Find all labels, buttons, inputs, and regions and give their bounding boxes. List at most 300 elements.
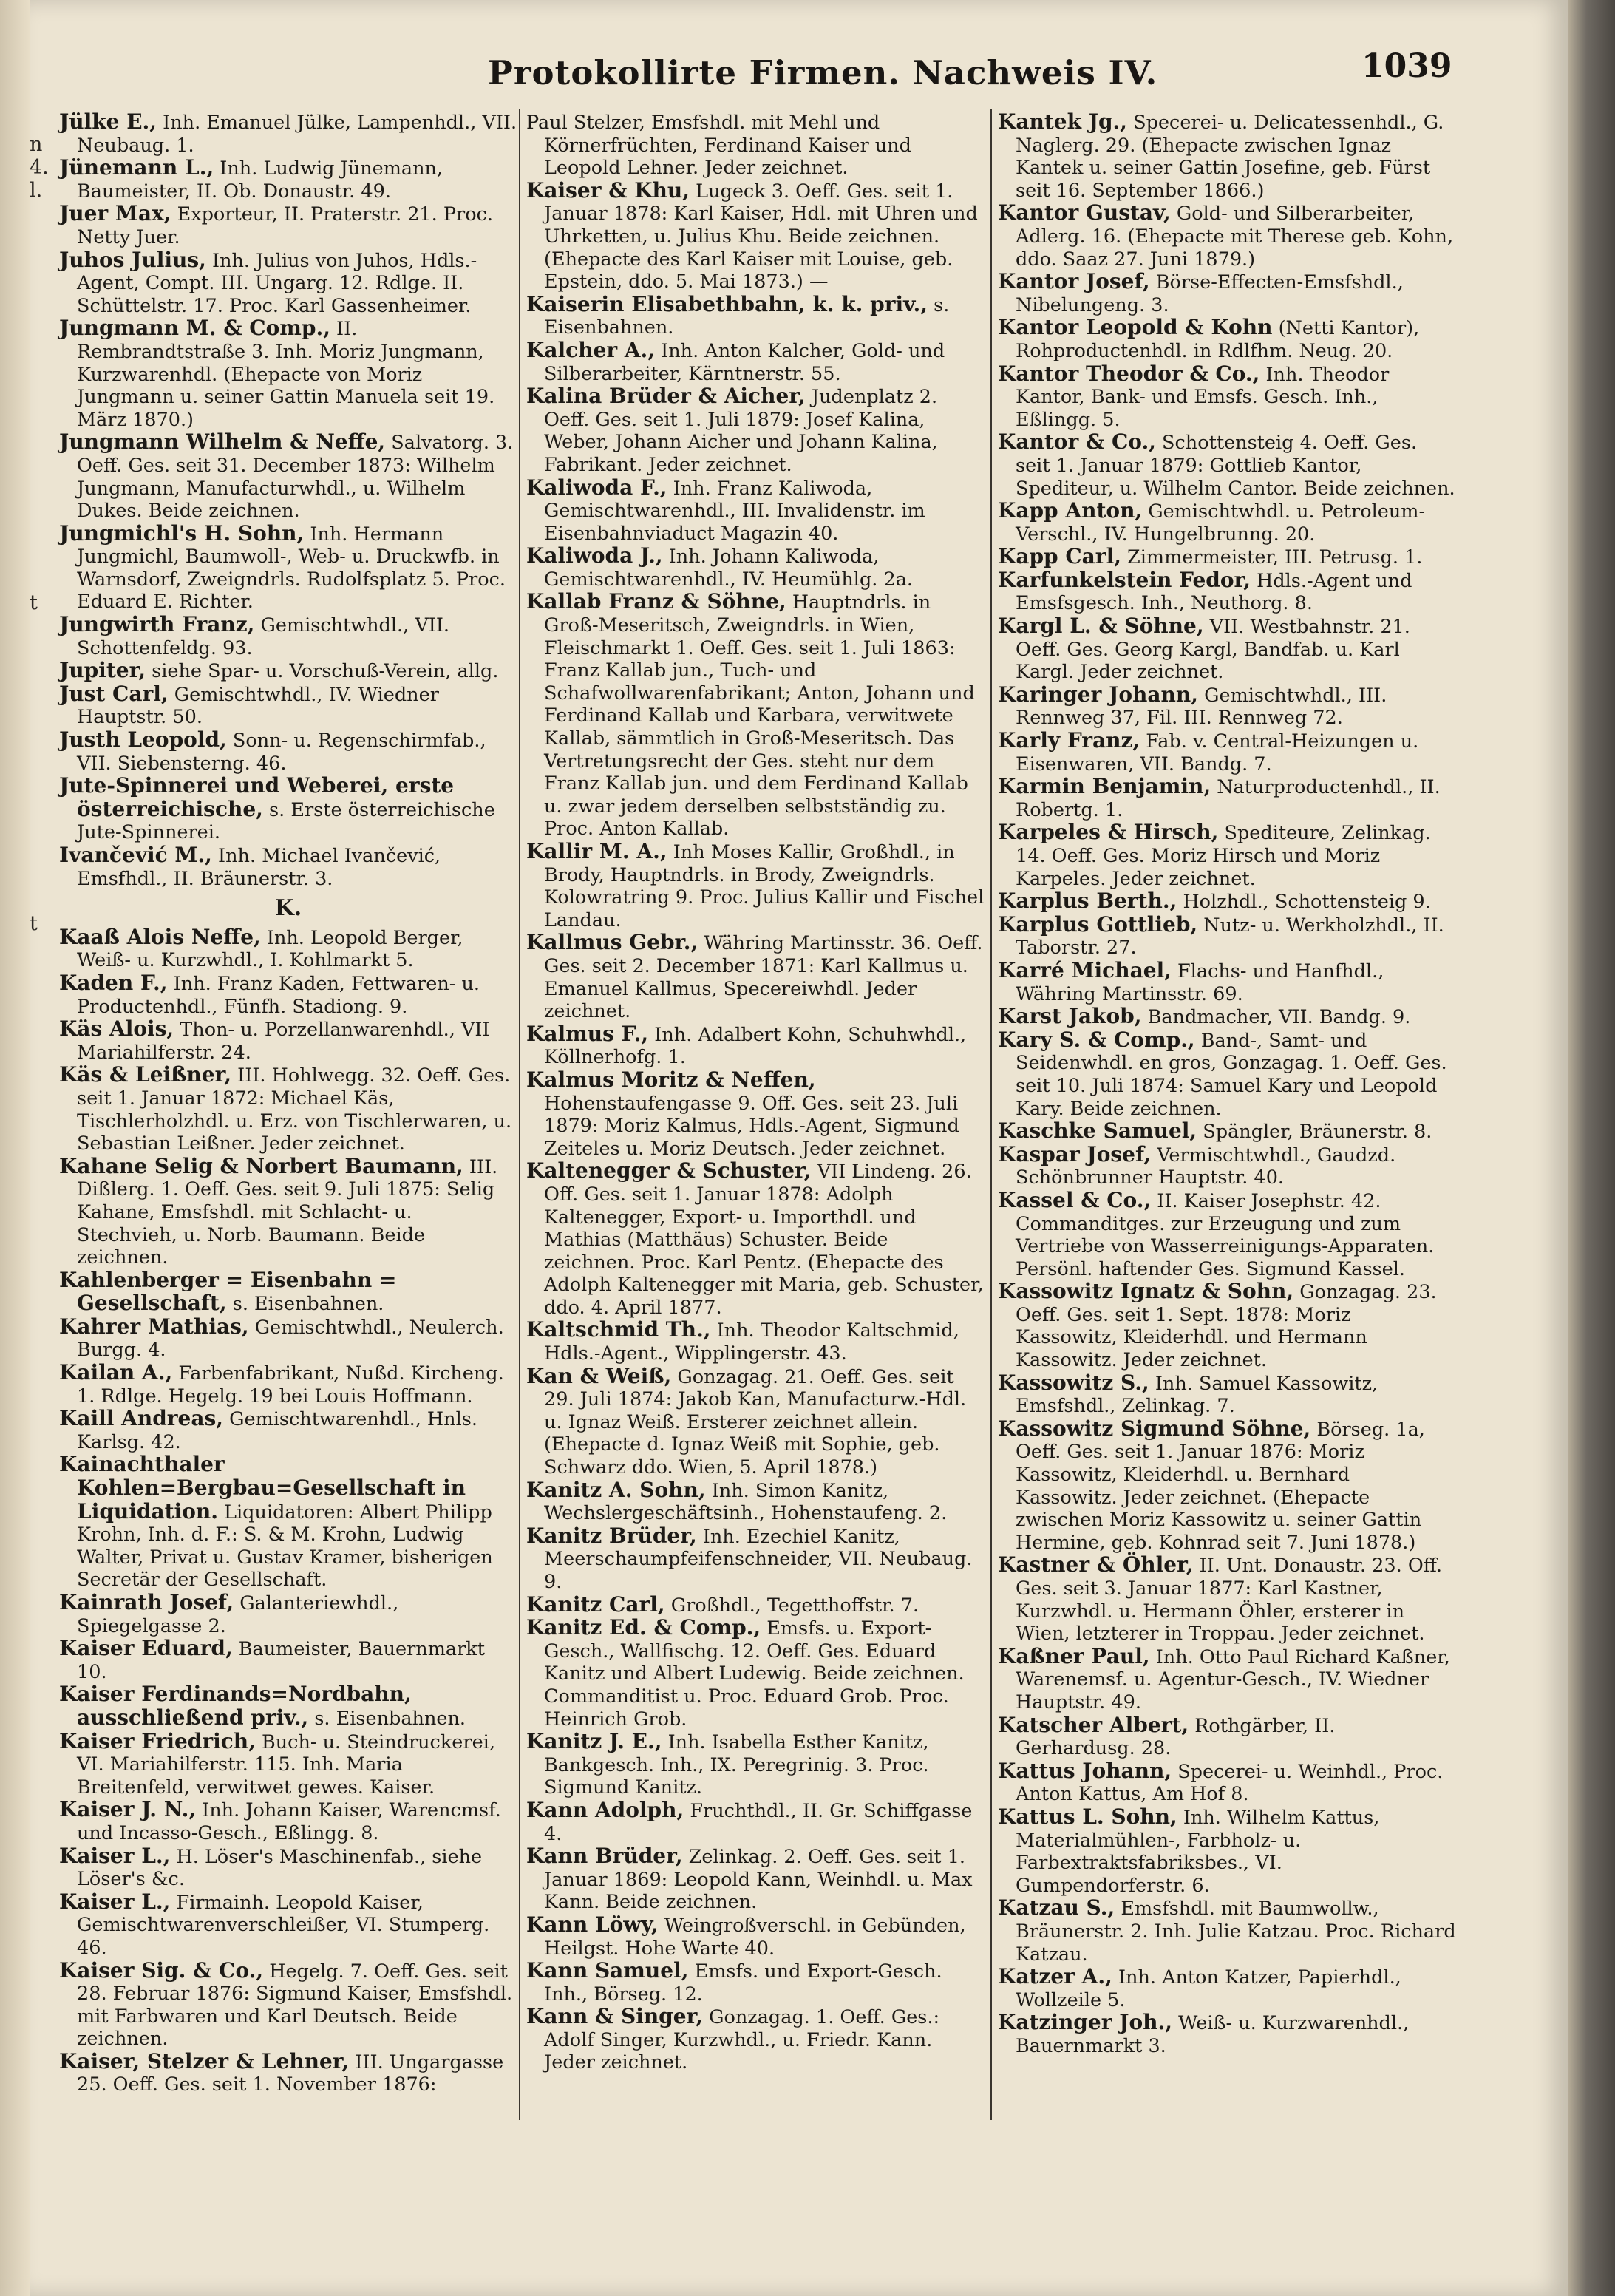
firm-entry — [998, 546, 1456, 569]
firm-entry — [526, 1525, 985, 1594]
firm-entry — [998, 615, 1456, 684]
firm-name: Kattus L. Sohn, — [998, 1804, 1177, 1829]
margin-fragment — [30, 614, 55, 637]
firm-name: Kaiser Friedrich, — [59, 1728, 256, 1753]
firm-details: Vermischtwhdl., Gaudzd. Schönbrunner Hauptstr. 40. — [1016, 1144, 1396, 1189]
margin-fragment — [30, 866, 55, 889]
firm-entry — [526, 339, 985, 385]
firm-entry — [59, 111, 517, 157]
firm-details: Inh. Hermann Jungmichl, Baumwoll-, Web- u. Druckwfb. in Warnsdorf, Zweigndrls. Rudolfsplatz 5. Proc. Eduard E. Richter. — [77, 523, 506, 614]
firm-details: Exporteur, II. Praterstr. 21. Proc. Netty Juer. — [77, 203, 493, 248]
firm-name: Kahane Selig & Norbert Baumann, — [59, 1153, 463, 1178]
firm-entry — [59, 659, 517, 683]
firm-entry — [998, 202, 1456, 271]
firm-details: Inh. Anton Katzer, Papierhdl., Wollzeile 5. — [1016, 1966, 1401, 2011]
firm-details: Hegelg. 7. Oeff. Ges. seit 28. Februar 1876: Sigmund Kaiser, Emsfshdl. mit Farbwaren und Karl Deutsch. Beide zeichnen. — [77, 1960, 513, 2051]
firm-name: Kann Löwy, — [526, 1912, 659, 1937]
margin-fragment — [30, 821, 55, 843]
firm-name: Käs & Leißner, — [59, 1062, 232, 1087]
firm-name: Kaßner Paul, — [998, 1643, 1150, 1668]
firm-entry — [998, 111, 1456, 202]
firm-details: Sonn- u. Regenschirmfab., VII. Siebensterng. 46. — [77, 730, 486, 775]
firm-entry — [59, 1018, 517, 1064]
directory-column-2 — [526, 111, 985, 2074]
firm-name: Katzinger Joh., — [998, 2010, 1172, 2035]
margin-fragment: t — [30, 912, 38, 935]
firm-entry — [59, 1407, 517, 1453]
firm-details: Galanteriewhdl., Spiegelgasse 2. — [77, 1592, 399, 1637]
margin-fragment — [30, 546, 55, 568]
firm-name: Kaliwoda J., — [526, 543, 663, 568]
running-header: Protokollirte Firmen. Nachweis IV. — [488, 53, 1158, 92]
firm-entry — [998, 684, 1456, 730]
firm-details: Gonzagag. 1. Oeff. Ges.: Adolf Singer, Kurzwhdl., u. Friedr. Kann. Jeder zeichnet. — [544, 2006, 940, 2074]
firm-name: Kaspar Josef, — [998, 1141, 1152, 1166]
firm-entry — [998, 1029, 1456, 1120]
firm-entry — [526, 591, 985, 840]
firm-name: Kallab Franz & Söhne, — [526, 589, 786, 614]
margin-fragment — [30, 293, 55, 316]
firm-entry — [998, 1760, 1456, 1806]
margin-fragment — [30, 775, 55, 798]
firm-name: Kainrath Josef, — [59, 1590, 234, 1614]
firm-name: Kassowitz Ignatz & Sohn, — [998, 1279, 1294, 1304]
firm-details: Inh. Franz Kaliwoda, Gemischtwarenhdl., III. Invalidenstr. im Eisenbahnviaduct Magazin 40. — [544, 477, 925, 545]
firm-name: Kantor Theodor & Co., — [998, 361, 1260, 386]
firm-name: Kaiser L., — [59, 1889, 171, 1914]
firm-name: Kaiser & Khu, — [526, 177, 690, 203]
firm-details: Holzhdl., Schottensteig 9. — [1177, 891, 1431, 914]
firm-entry — [59, 1845, 517, 1891]
firm-entry — [526, 840, 985, 931]
firm-name: Kaltenegger & Schuster, — [526, 1158, 812, 1183]
margin-fragment — [30, 339, 55, 362]
firm-details: Hauptndrls. in Groß-Meseritsch, Zweigndrls. in Wien, Fleischmarkt 1. Oeff. Ges. seit 1. Juli 1863: Franz Kallab jun., Tuch- und Schafwollwarenfabrikant; Anton, Johann und Ferdinand Kallab und Karbara, verwitwete Kallab, sämmtlich in Groß-Meseritsch. Das Vertretungsrecht der Ges. steht nur dem Franz Kallab jun. und dem Ferdinand Kallab u. zwar jedem derselben selbstständig zu. Proc. Anton Kallab. — [544, 591, 975, 840]
firm-details: Baumeister, Bauernmarkt 10. — [77, 1638, 485, 1683]
firm-details: Hdls.-Agent und Emsfsgesch. Inh., Neuthorg. 8. — [1016, 569, 1412, 615]
firm-name: Kalina Brüder & Aicher, — [526, 384, 806, 409]
firm-details: III. Ungargasse 25. Oeff. Ges. seit 1. November 1876: — [77, 2051, 504, 2096]
firm-details: Nutz- u. Werkholzhdl., II. Taborstr. 27. — [1016, 914, 1444, 960]
firm-name: Käs Alois, — [59, 1016, 174, 1042]
firm-details: Zelinkag. 2. Oeff. Ges. seit 1. Januar 1869: Leopold Kann, Weinhdl. u. Max Kann. Beide zeichnen. — [544, 1846, 973, 1914]
firm-entry — [998, 569, 1456, 615]
firm-name: Kapp Carl, — [998, 544, 1121, 569]
firm-details: Inh. Franz Kaden, Fettwaren- u. Productenhdl., Fünfh. Stadiong. 9. — [77, 972, 480, 1018]
firm-details: Emsfshdl. mit Baumwollw., Bräunerstr. 2. Inh. Julie Katzau. Proc. Richard Katzau. — [1016, 1898, 1456, 1966]
firm-entry — [526, 1960, 985, 2005]
firm-name: Kaiser, Stelzer & Lehner, — [59, 2048, 350, 2073]
firm-details: Emsfs. u. Export-Gesch., Wallfischg. 12. Oeff. Ges. Eduard Kanitz und Albert Ludewig. Beide zeichnen. Commanditist u. Proc. Eduard Grob. Proc. Heinrich Grob. — [544, 1617, 965, 1731]
section-letter: K. — [274, 895, 302, 922]
margin-fragment: t — [30, 591, 38, 614]
firm-name: Kaiser J. N., — [59, 1797, 197, 1822]
firm-name: Jünemann L., — [59, 155, 214, 180]
firm-name: Kary S. & Comp., — [998, 1027, 1195, 1052]
firm-details: Weiß- u. Kurzwarenhdl., Bauernmarkt 3. — [1016, 2012, 1410, 2057]
firm-details: Gonzagag. 21. Oeff. Ges. seit 29. Juli 1874: Jakob Kan, Manufacturw.-Hdl. u. Ignaz Weiß. Ersterer zeichnet allein. (Ehepacte d. Ignaz Weiß mit Sophie, geb. Schwarz ddo. Wien, 5. April 1878.) — [544, 1365, 967, 1479]
firm-entry — [59, 775, 517, 844]
firm-entry — [59, 249, 517, 318]
firm-entry — [59, 729, 517, 775]
firm-entry — [526, 1799, 985, 1845]
firm-entry — [998, 730, 1456, 775]
firm-name: Kassowitz Sigmund Söhne, — [998, 1416, 1311, 1441]
firm-entry — [998, 1189, 1456, 1280]
firm-details: Großhdl., Tegetthoffstr. 7. — [664, 1594, 919, 1617]
firm-details: Inh. Ezechiel Kanitz, Meerschaumpfeifenschneider, VII. Neubaug. 9. — [544, 1525, 973, 1593]
margin-fragment — [30, 752, 55, 775]
firm-name: Ivančević M., — [59, 843, 212, 867]
margin-fragment — [30, 271, 55, 293]
margin-fragment — [30, 362, 55, 385]
firm-name: Kaden F., — [59, 970, 168, 995]
firm-details: s. Eisenbahnen. — [308, 1707, 466, 1730]
margin-fragment — [30, 500, 55, 523]
margin-fragment — [30, 637, 55, 660]
firm-name: Kaill Andreas, — [59, 1406, 224, 1431]
firm-name: Jute-Spinnerei und Weberei, erste österreichische, — [59, 773, 455, 821]
firm-entry — [59, 683, 517, 729]
firm-entry — [59, 1064, 517, 1155]
firm-details: Inh. Johann Kaliwoda, Gemischtwarenhdl., IV. Heumühlg. 2a. — [544, 546, 914, 591]
firm-entry — [998, 1806, 1456, 1897]
firm-name: Kaliwoda F., — [526, 475, 667, 500]
firm-name: Kantor Leopold & Kohn — [998, 315, 1273, 340]
firm-name: Karly Franz, — [998, 728, 1140, 753]
firm-name: Kastner & Öhler, — [998, 1552, 1194, 1577]
firm-name: Karinger Johann, — [998, 682, 1199, 707]
firm-details: s. Eisenbahnen. — [544, 293, 950, 339]
firm-entry — [998, 2011, 1456, 2057]
firm-name: Kanitz Carl, — [526, 1592, 665, 1617]
firm-entry — [526, 1594, 985, 1617]
margin-fragment — [30, 889, 55, 912]
firm-name: Kann Brüder, — [526, 1844, 683, 1869]
firm-details: Naturproductenhdl., II. Robertg. 1. — [1016, 776, 1441, 821]
firm-details: Schottensteig 4. Oeff. Ges. seit 1. Januar 1879: Gottlieb Kantor, Spediteur, u. Wilhelm Cantor. Beide zeichnen. — [1016, 432, 1455, 500]
directory-column-1 — [59, 111, 517, 2096]
firm-details: Spediteure, Zelinkag. 14. Oeff. Ges. Moriz Hirsch und Moriz Karpeles. Jeder zeichnet. — [1016, 822, 1431, 890]
firm-details: H. Löser's Maschinenfab., siehe Löser's &c. — [77, 1845, 483, 1891]
firm-details: Inh. Michael Ivančević, Emsfhdl., II. Bräunerstr. 3. — [77, 845, 441, 890]
firm-entry — [59, 1155, 517, 1269]
firm-entry — [998, 775, 1456, 821]
firm-details: s. Eisenbahnen. — [226, 1293, 384, 1316]
firm-details: II. Unt. Donaustr. 23. Off. Ges. seit 3. Januar 1877: Karl Kastner, Kurzwhdl. u. Hermann Öhler, ersterer in Wien, letzterer in Troppau. Jeder zeichnet. — [1016, 1555, 1443, 1645]
firm-details: Salvatorg. 3. Oeff. Ges. seit 31. December 1873: Wilhelm Jungmann, Manufacturwhdl., u. Wilhelm Dukes. Beide zeichnen. — [77, 432, 514, 523]
firm-details: Spängler, Bräunerstr. 8. — [1197, 1121, 1432, 1144]
firm-name: Kaltschmid Th., — [526, 1317, 711, 1342]
firm-name: Karplus Berth., — [998, 889, 1177, 914]
firm-name: Justh Leopold, — [59, 727, 227, 753]
firm-details: Gemischtwarenhdl., Hnls. Karlsg. 42. — [77, 1408, 477, 1453]
firm-details: siehe Spar- u. Vorschuß-Verein, allg. — [146, 660, 499, 683]
margin-fragment — [30, 408, 55, 431]
firm-name: Kailan A., — [59, 1360, 173, 1385]
margin-fragment — [30, 660, 55, 683]
firm-details: Inh. Simon Kanitz, Wechslergeschäftsinh., Hohenstaufeng. 2. — [544, 1479, 948, 1525]
firm-details: Gemischtwhdl. u. Petroleum-Verschl., IV. Hungelbrunng. 20. — [1016, 500, 1426, 546]
margin-fragment — [30, 202, 55, 225]
firm-entry — [526, 1914, 985, 1960]
firm-details: Specerei- u. Delicatessenhdl., G. Naglerg. 29. (Ehepacte zwischen Ignaz Kantek u. seiner Gattin Josefine, geb. Fürst seit 16. September 1866.) — [1016, 112, 1444, 202]
firm-name: Kantor & Co., — [998, 429, 1156, 455]
firm-details: Firmainh. Leopold Kaiser, Gemischtwarenverschleißer, VI. Stumperg. 46. — [77, 1891, 490, 1959]
firm-entry — [59, 844, 517, 890]
firm-name: Kassowitz S., — [998, 1370, 1149, 1395]
firm-details: Gemischtwhdl., Neulerch. Burgg. 4. — [77, 1316, 504, 1362]
firm-entry — [59, 1269, 517, 1316]
firm-name: Kann Samuel, — [526, 1958, 689, 1983]
firm-entry — [59, 2048, 517, 2096]
firm-name: Kantek Jg., — [998, 109, 1128, 134]
firm-entry — [998, 911, 1456, 960]
firm-name: Kallir M. A., — [526, 839, 667, 863]
firm-entry — [59, 1891, 517, 1960]
firm-name: Kalmus F., — [526, 1021, 649, 1046]
firm-details: Farbenfabrikant, Nußd. Kircheng. 1. Rdlge. Hegelg. 19 bei Louis Hoffmann. — [77, 1362, 504, 1407]
firm-name: Karpeles & Hirsch, — [998, 820, 1219, 845]
firm-details: Inh. Johann Kaiser, Warencmsf. und Incasso-Gesch., Eßlingg. 8. — [77, 1799, 501, 1844]
firm-details: Liquidatoren: Albert Philipp Krohn, Inh. d. F.: S. & M. Krohn, Ludwig Walter, Privat u. Gustav Kramer, bisherigen Secretär der Gesellschaft. — [77, 1501, 493, 1592]
firm-name: Jungwirth Franz, — [59, 612, 255, 637]
margin-fragment — [30, 683, 55, 706]
firm-entry — [59, 1362, 517, 1407]
firm-name: Jülke E., — [59, 109, 157, 134]
firm-entry — [59, 1316, 517, 1362]
firm-details: Gonzagag. 23. Oeff. Ges. seit 1. Sept. 1878: Moriz Kassowitz, Kleiderhdl. und Hermann Kassowitz. Jeder zeichnet. — [1016, 1281, 1437, 1372]
firm-name: Jungmann M. & Comp., — [59, 316, 330, 341]
firm-name: Kallmus Gebr., — [526, 930, 698, 955]
firm-details: II. Kaiser Josephstr. 42. Commanditges. zur Erzeugung und zum Vertriebe von Wasserreinigungs-Apparaten. Persönl. haftender Ges. Sigmund Kassel. — [1016, 1189, 1435, 1280]
previous-page-margin-fragments — [30, 133, 55, 935]
firm-entry — [998, 271, 1456, 316]
firm-name: Karplus Gottlieb, — [998, 911, 1198, 937]
firm-name: Kassel & Co., — [998, 1187, 1152, 1212]
firm-name: Kainachthaler Kohlen=Bergbau=Gesellschaft in Liquidation. — [59, 1452, 466, 1524]
margin-fragment — [30, 248, 55, 271]
firm-entry — [59, 972, 517, 1018]
firm-name: Katzer A., — [998, 1964, 1112, 1989]
firm-details: Inh. Julius von Juhos, Hdls.-Agent, Compt. III. Ungarg. 12. Rdlge. II. Schüttelstr. 17. Proc. Karl Gassenheimer. — [77, 249, 477, 317]
firm-name: Jungmichl's H. Sohn, — [59, 520, 305, 546]
firm-entry — [998, 1966, 1456, 2011]
firm-details: III. Dißlerg. 1. Oeff. Ges. seit 9. Juli 1875: Selig Kahane, Emsfshdl. mit Schlacht- u. Stechvieh, u. Norb. Baumann. Beide zeichnen. — [77, 1155, 498, 1269]
firm-entry — [59, 1728, 517, 1799]
firm-name: Katscher Albert, — [998, 1712, 1189, 1737]
firm-entry — [998, 957, 1456, 1005]
firm-name: Kaiserin Elisabethbahn, k. k. priv., — [526, 291, 928, 316]
firm-entry — [998, 1141, 1456, 1189]
margin-fragment — [30, 523, 55, 546]
firm-details: Fab. v. Central-Heizungen u. Eisenwaren, VII. Bandg. 7. — [1016, 730, 1419, 775]
firm-name: Kantor Gustav, — [998, 200, 1171, 225]
firm-name: Kanitz Brüder, — [526, 1523, 697, 1548]
firm-entry — [526, 1365, 985, 1479]
firm-details: Paul Stelzer, Emsfshdl. mit Mehl und Körnerfrüchten, Ferdinand Kaiser und Leopold Lehner. Jeder zeichnet. — [526, 112, 911, 180]
firm-entry — [998, 316, 1456, 362]
firm-entry — [998, 1554, 1456, 1645]
column-rule-2 — [990, 109, 992, 2120]
previous-page-gutter — [0, 0, 30, 2296]
firm-entry — [59, 1592, 517, 1637]
firm-entry — [526, 385, 985, 476]
firm-name: Kann Adolph, — [526, 1797, 684, 1822]
firm-name: Karst Jakob, — [998, 1004, 1142, 1029]
firm-entry — [998, 1418, 1456, 1555]
margin-fragment — [30, 706, 55, 729]
firm-name: Kahrer Mathias, — [59, 1314, 249, 1339]
firm-name: Katzau S., — [998, 1895, 1115, 1920]
firm-entry — [998, 1645, 1456, 1714]
firm-entry — [59, 1799, 517, 1844]
firm-entry — [526, 1731, 985, 1799]
firm-entry — [998, 500, 1456, 546]
page-number: 1039 — [1361, 47, 1452, 85]
firm-name: Juhos Julius, — [59, 247, 206, 272]
firm-entry — [526, 1845, 985, 1914]
firm-name: Kanitz A. Sohn, — [526, 1477, 706, 1502]
margin-fragment — [30, 477, 55, 500]
firm-entry — [59, 157, 517, 203]
firm-name: Karré Michael, — [998, 957, 1172, 982]
firm-entry — [998, 1005, 1456, 1029]
firm-name: Kapp Anton, — [998, 498, 1143, 523]
firm-entry — [59, 1453, 517, 1592]
firm-entry — [526, 1617, 985, 1731]
firm-details: Hohenstaufengasse 9. Off. Ges. seit 23. Juli 1879: Moriz Kalmus, Hdls.-Agent, Sigmund Zeiteles u. Moriz Deutsch. Jeder zeichnet. — [544, 1092, 959, 1160]
firm-details: Inh. Theodor Kaltschmid, Hdls.-Agent., Wipplingerstr. 43. — [544, 1319, 959, 1365]
firm-details: Flachs- und Hanfhdl., Währing Martinsstr. 69. — [1016, 960, 1384, 1005]
directory-column-3 — [998, 111, 1456, 2057]
margin-fragment — [30, 385, 55, 408]
firm-entry — [59, 1683, 517, 1730]
firm-entry — [998, 1280, 1456, 1371]
firm-name: Kanitz Ed. & Comp., — [526, 1615, 761, 1640]
firm-name: Jupiter, — [59, 658, 146, 683]
firm-details: Gemischtwhdl., VII. Schottenfeldg. 93. — [77, 614, 450, 659]
firm-name: Kantor Josef, — [998, 269, 1150, 294]
firm-details: Inh. Samuel Kassowitz, Emsfshdl., Zelinkag. 7. — [1016, 1372, 1378, 1418]
firm-entry — [998, 1897, 1456, 1966]
margin-fragment — [30, 454, 55, 477]
firm-name: Kalcher A., — [526, 337, 656, 362]
firm-details: Inh. Isabella Esther Kanitz, Bankgesch. Inh., IX. Peregrinig. 3. Proc. Sigmund Kanitz. — [544, 1731, 929, 1799]
firm-details: II. Rembrandtstraße 3. Inh. Moriz Jungmann, Kurzwarenhdl. (Ehepacte von Moriz Jungmann u. seiner Gattin Manuela seit 19. März 1870.) — [77, 318, 495, 431]
firm-name: Just Carl, — [59, 681, 169, 706]
firm-details: Judenplatz 2. Oeff. Ges. seit 1. Juli 1879: Josef Kalina, Weber, Johann Aicher und Johann Kalina, Fabrikant. Jeder zeichnet. — [544, 386, 938, 476]
firm-entry — [526, 477, 985, 546]
firm-entry — [998, 890, 1456, 914]
firm-name: Karfunkelstein Fedor, — [998, 567, 1251, 592]
firm-details: Buch- u. Steindruckerei, VI. Mariahilferstr. 115. Inh. Maria Breitenfeld, verwitwet gewes. Kaiser. — [77, 1731, 495, 1799]
firm-name: Jungmann Wilhelm & Neffe, — [59, 429, 386, 455]
margin-fragment — [30, 431, 55, 454]
margin-fragment — [30, 316, 55, 339]
firm-details: Emsfs. und Export-Gesch. Inh., Börseg. 12. — [544, 1960, 942, 2005]
firm-details: (Netti Kantor), Rohproductenhdl. in Rdlfhm. Neug. 20. — [1016, 317, 1420, 362]
firm-entry — [59, 1637, 517, 1683]
firm-entry — [526, 1319, 985, 1365]
margin-fragment — [30, 729, 55, 752]
firm-name: Kalmus Moritz & Neffen, — [526, 1067, 816, 1092]
firm-details: Inh. Leopold Berger, Weiß- u. Kurzwhdl., I. Kohlmarkt 5. — [77, 926, 463, 972]
firm-details: Gold- und Silberarbeiter, Adlerg. 16. (Ehepacte mit Therese geb. Kohn, ddo. Saaz 27. Juni 1879.) — [1016, 203, 1454, 271]
firm-entry — [998, 1714, 1456, 1760]
firm-details: Thon- u. Porzellanwarenhdl., VII Mariahilferstr. 24. — [77, 1019, 490, 1064]
firm-details: Währing Martinsstr. 36. Oeff. Ges. seit 2. December 1871: Karl Kallmus u. Emanuel Kallmus, Specereiwhdl. Jeder zeichnet. — [544, 932, 983, 1023]
firm-details: Inh. Emanuel Jülke, Lampenhdl., VII. Neubaug. 1. — [77, 112, 517, 157]
firm-details: Inh Moses Kallir, Großhdl., in Brody, Hauptndrls. in Brody, Zweigndrls. Kolowratring 9. Proc. Julius Kallir und Fischel Landau. — [544, 841, 985, 931]
firm-entry — [526, 1023, 985, 1069]
firm-details: Band-, Samt- und Seidenwhdl. en gros, Gonzagag. 1. Oeff. Ges. seit 10. Juli 1874: Samuel Kary und Leopold Kary. Beide zeichnen. — [1016, 1029, 1447, 1120]
firm-details: s. Erste österreichische Jute-Spinnerei. — [77, 798, 495, 844]
margin-fragment — [30, 798, 55, 821]
margin-fragment: l. — [30, 179, 43, 202]
firm-entry — [526, 1160, 985, 1319]
firm-details: Inh. Adalbert Kohn, Schuhwhdl., Köllnerhofg. 1. — [544, 1023, 967, 1069]
firm-details: Specerei- u. Weinhdl., Proc. Anton Kattus, Am Hof 8. — [1016, 1760, 1444, 1806]
firm-entry — [59, 431, 517, 522]
firm-details: Inh. Ludwig Jünemann, Baumeister, II. Ob. Donaustr. 49. — [77, 157, 443, 203]
firm-details: Inh. Theodor Kantor, Bank- und Emsfs. Gesch. Inh., Eßlingg. 5. — [1016, 363, 1390, 431]
firm-name: Kargl L. & Söhne, — [998, 614, 1204, 639]
firm-details: Gemischtwhdl., III. Rennweg 37, Fil. III. Rennweg 72. — [1016, 684, 1387, 730]
column-rule-1 — [519, 109, 520, 2120]
firm-details: Fruchthdl., II. Gr. Schiffgasse 4. — [544, 1799, 973, 1845]
firm-details: Inh. Wilhelm Kattus, Materialmühlen-, Farbholz- u. Farbextraktsfabriksbes., VI. Gumpendorferstr. 6. — [1016, 1806, 1380, 1897]
firm-entry — [526, 1069, 985, 1160]
firm-name: Kaschke Samuel, — [998, 1118, 1197, 1144]
firm-name: Kanitz J. E., — [526, 1729, 662, 1754]
firm-details: Bandmacher, VII. Bandg. 9. — [1141, 1006, 1411, 1029]
book-binding-edge — [1568, 0, 1615, 2296]
firm-entry — [526, 2005, 985, 2074]
firm-details: Börse-Effecten-Emsfshdl., Nibelungeng. 3. — [1016, 271, 1404, 316]
firm-name: Kaaß Alois Neffe, — [59, 924, 261, 949]
firm-entry — [526, 545, 985, 591]
firm-entry — [526, 111, 985, 180]
firm-entry — [998, 431, 1456, 500]
firm-entry — [59, 317, 517, 431]
firm-entry — [526, 177, 985, 293]
margin-fragment — [30, 225, 55, 248]
margin-fragment — [30, 568, 55, 591]
firm-details: Rothgärber, II. Gerhardusg. 28. — [1016, 1714, 1336, 1760]
firm-details: Börseg. 1a, Oeff. Ges. seit 1. Januar 1876: Moriz Kassowitz, Kleiderhdl. u. Bernhard Kassowitz. Jeder zeichnet. (Ehepacte zwischen Moriz Kassowitz u. seiner Gattin Hermine, geb. Kohnrad seit 7. Juni 1878.) — [1016, 1418, 1425, 1554]
firm-entry — [59, 203, 517, 248]
firm-details: III. Hohlwegg. 32. Oeff. Ges. seit 1. Januar 1872: Michael Käs, Tischlerholzhdl. u. Erz. von Tischlerwaren, u. Sebastian Leißner. Jeder zeichnet. — [77, 1064, 512, 1155]
firm-details: Inh. Anton Kalcher, Gold- und Silberarbeiter, Kärntnerstr. 55. — [544, 339, 945, 385]
firm-entry — [998, 1120, 1456, 1144]
scanned-page — [30, 0, 1568, 2296]
margin-fragment: 4. — [30, 156, 49, 179]
firm-entry — [998, 363, 1456, 432]
firm-name: Kahlenberger = Eisenbahn = Gesellschaft, — [59, 1267, 397, 1316]
firm-name: Kaiser Ferdinands=Nordbahn, ausschließend priv., — [59, 1682, 412, 1730]
firm-name: Kan & Weiß, — [526, 1363, 672, 1388]
margin-fragment — [30, 843, 55, 866]
firm-name: Kaiser Eduard, — [59, 1636, 233, 1661]
firm-entry — [998, 821, 1456, 890]
firm-details: Lugeck 3. Oeff. Ges. seit 1. Januar 1878: Karl Kaiser, Hdl. mit Uhren und Uhrketten, u. Julius Khu. Beide zeichnen. (Ehepacte des Karl Kaiser mit Louise, geb. Epstein, ddo. 5. Mai 1873.) — — [544, 180, 978, 293]
firm-name: Kattus Johann, — [998, 1758, 1172, 1783]
firm-name: Kaiser L., — [59, 1843, 171, 1868]
firm-name: Juer Max, — [59, 201, 171, 226]
firm-entry — [59, 520, 517, 614]
firm-name: Kann & Singer, — [526, 2004, 704, 2029]
